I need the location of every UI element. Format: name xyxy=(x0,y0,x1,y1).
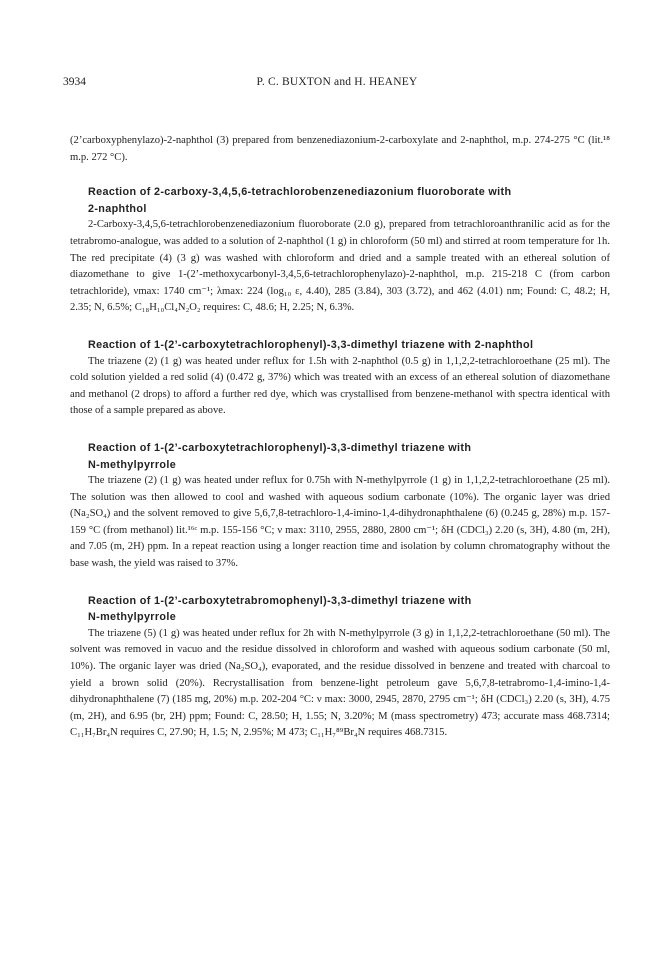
heading-line-2: 2-naphthol xyxy=(88,202,147,215)
section-heading-tetrachlorodiazonium xyxy=(70,184,610,217)
paragraph-tetrachloro-pyrrole: The triazene (2) (1 g) was heated under reflux for 0.75h with N-methylpyrrole (1 g) in 1,1,2,2-tetrachloroethane (25 ml). The solution was then allowed to cool and washed with aqueous sodium carbonate (10%). The organic layer was dried (Na₂SO₄) and the solvent removed to give 5,6,7,8-tetrachloro-1,4-imino-1,4-dihydronaphthalene (6) (0.245 g, 28%) m.p. 157-159 °C (from methanol) lit.¹⁶ᶜ m.p. 155-156 °C; ν max: 3110, 2955, 2880, 2800 cm⁻¹; δH (CDCl₃) 2.20 (s, 3H), 4.80 (m, 2H), and 7.05 (m, 2H) ppm. In a repeat reaction using a longer reaction time and isolation by column chromatography without the base wash, the yield was raised to 37%. xyxy=(70,475,610,570)
paragraph-continuation: (2’carboxyphenylazo)-2-naphthol (3) prepared from benzenediazonium-2-carboxylate and 2-naphthol, m.p. 274-275 °C (lit.¹⁸ m.p. 272 °C). xyxy=(70,135,610,163)
running-head xyxy=(63,76,611,90)
section-heading-triazene-naphthol xyxy=(70,337,610,354)
paragraph-tetrabromo-pyrrole: The triazene (5) (1 g) was heated under reflux for 2h with N-methylpyrrole (3 g) in 1,1,2,2-tetrachloroethane (50 ml). The solvent was removed in vacuo and the residue dissolved in chloroform and washed with aqueous sodium carbonate (50 ml, 10%). The organic layer was dried (Na₂SO₄), evaporated, and the residue dissolved in benzene and treated with charcoal to yield a brown solid (20%). Recrystallisation from benzene-light petroleum gave 5,6,7,8-tetrabromo-1,4-imino-1,4-dihydronaphthalene (7) (185 mg, 20%) m.p. 202-204 °C: ν max: 3000, 2945, 2870, 2795 cm⁻¹; δH (CDCl₃) 2.20 (s, 3H), 4.75 (m, 2H), and 6.95 (br, 2H) ppm; Found: C, 28.50; H, 1.55; N, 3.20%; M (mass spectrometry) 473; accurate mass 468.7314; C₁₁H₇Br₄N requires C, 27.90; H, 1.5; N, 2.95%; M 473; C₁₁H₇⁸⁹Br₄N requires 468.7315. xyxy=(70,627,610,739)
paragraph-triazene-naphthol: The triazene (2) (1 g) was heated under reflux for 1.5h with 2-naphthol (0.5 g) in 1,1,2,2-tetrachloroethane (25 ml). The cold solution yielded a red solid (4) (0.472 g, 37%) which was treated with an excess of an ethereal solution of diazomethane and methanol (2 drops) to afford a further red dye, which was crystallised from benzene-methanol with spectra identical with those of a sample prepared as above. xyxy=(70,355,610,417)
page-number: 3934 xyxy=(63,76,86,88)
heading-line-2: N-methylpyrrole xyxy=(88,611,177,624)
section-heading-tetrachloro-pyrrole xyxy=(70,440,610,473)
article-body xyxy=(70,133,610,742)
heading-line-1: Reaction of 1-(2’-carboxytetrachlorophenyl)-3,3-dimethyl triazene with xyxy=(88,441,472,454)
heading-line-1: Reaction of 2-carboxy-3,4,5,6-tetrachlorobenzenediazonium fluoroborate with xyxy=(88,186,512,199)
heading-line-1: Reaction of 1-(2’-carboxytetrabromophenyl)-3,3-dimethyl triazene with xyxy=(88,594,472,607)
heading-line-2: N-methylpyrrole xyxy=(88,458,177,471)
author-names: P. C. BUXTON and H. HEANEY xyxy=(256,76,418,88)
paragraph-tetrachlorodiazonium: 2-Carboxy-3,4,5,6-tetrachlorobenzenediazonium fluoroborate (2.0 g), prepared from tetrachloroanthranilic acid as for the tetrabromo-analogue, was added to a solution of 2-naphthol (1 g) in chloroform (50 ml) and stirred at room temperature for 1h. The red precipitate (4) (3 g) was washed with chloroform and dried and a sample treated with an ethereal solution of diazomethane to give 1-(2’-methoxycarbonyl-3,4,5,6-tetrachlorophenylazo)-2-naphthol, m.p. 215-218 C (from carbon tetrachloride), νmax: 1740 cm⁻¹; λmax: 224 (log₁₀ ε, 4.40), 285 (3.84), 303 (3.72), and 462 (4.01) nm; Found: C, 48.2; H, 2.35; N, 6.5%; C₁₈H₁₀Cl₄N₂O₂ requires: C, 48.6; H, 2.25; N, 6.3%. xyxy=(70,219,610,314)
heading-line-1: Reaction of 1-(2’-carboxytetrachlorophenyl)-3,3-dimethyl triazene with 2-naphthol xyxy=(88,338,534,351)
section-heading-tetrabromo-pyrrole xyxy=(70,593,610,626)
